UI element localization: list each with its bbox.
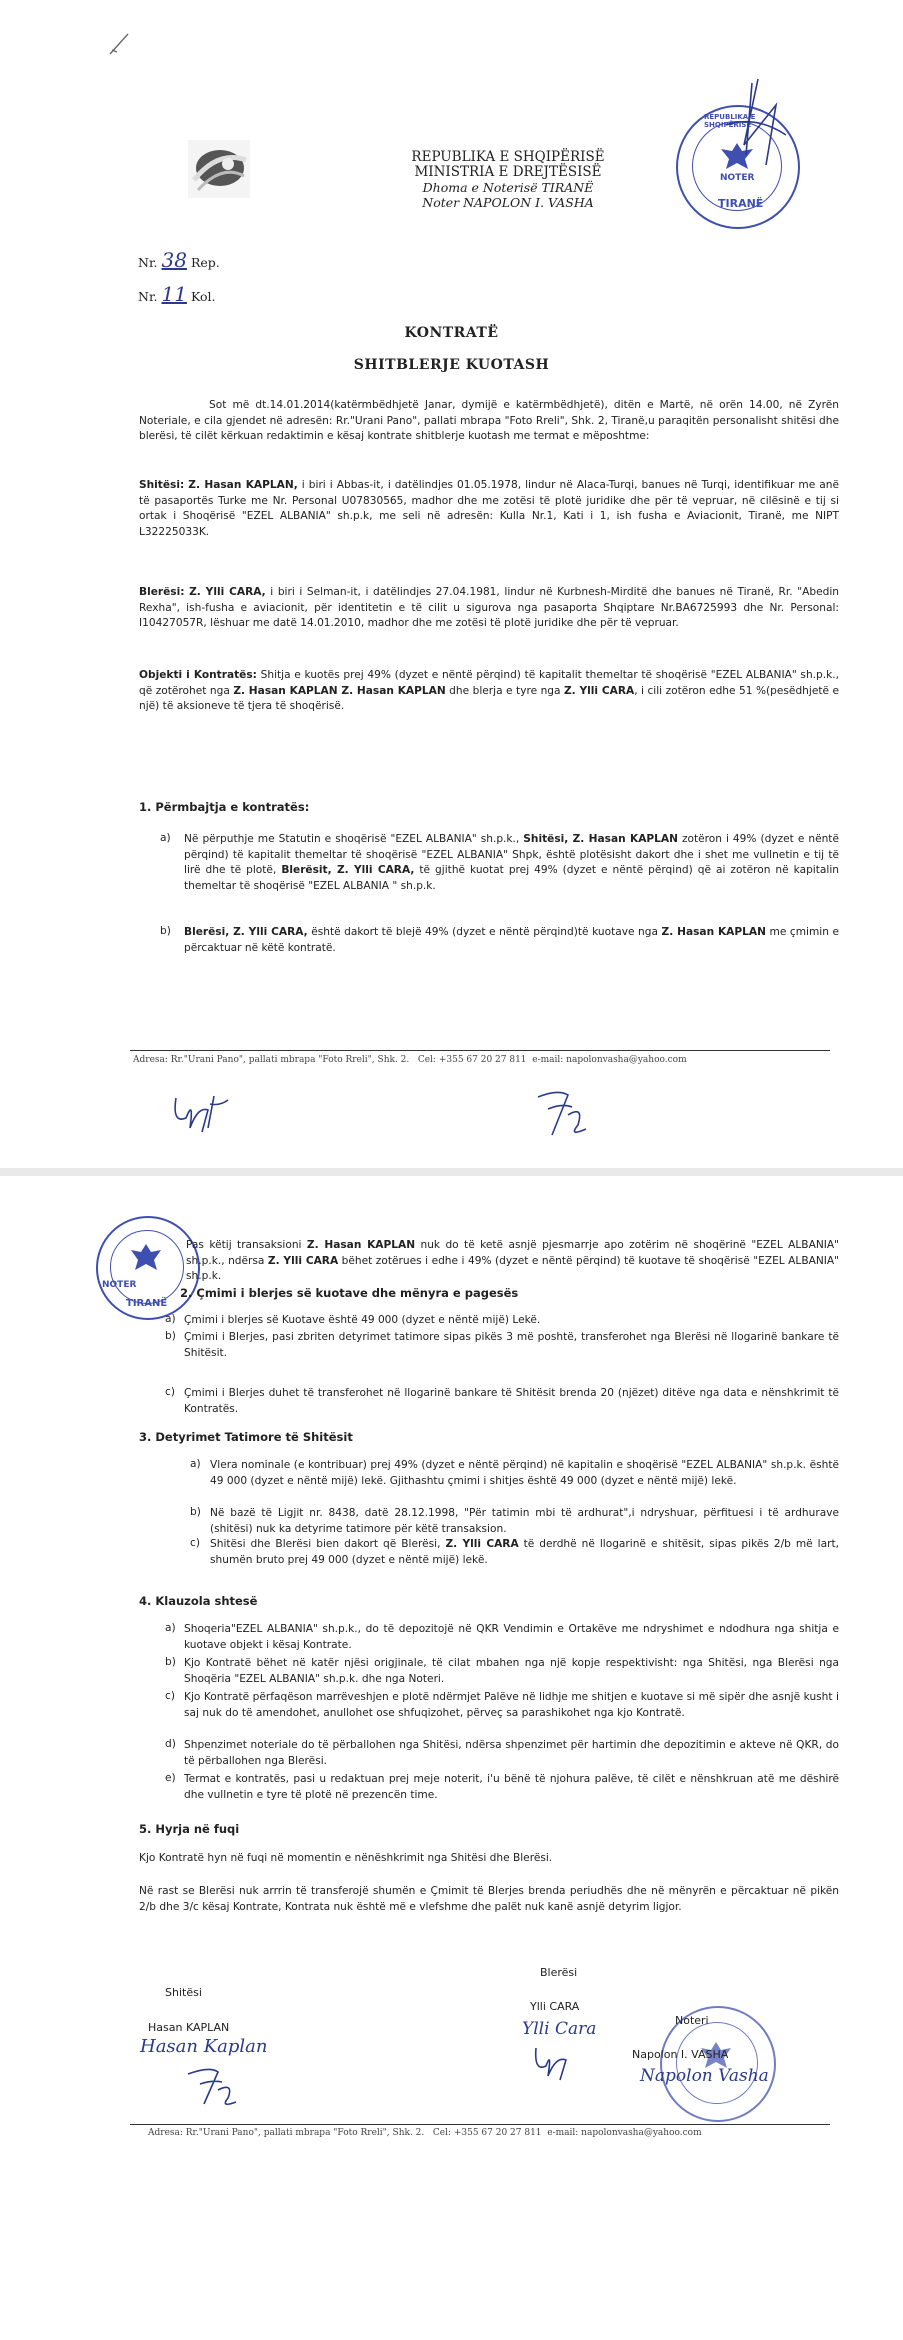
buyer-name: Z. Ylli CARA, <box>189 586 266 598</box>
item-marker: b) <box>165 1656 176 1668</box>
seller-label: Shitësi: <box>139 479 185 491</box>
page-1-footer <box>133 1055 687 1065</box>
s1a-buyer-name: Blerësit, Z. Ylli CARA, <box>281 864 415 876</box>
item-marker: c) <box>165 1386 175 1398</box>
notary-stamp-page-2 <box>96 1216 200 1320</box>
footer-phone: Cel: +355 67 20 27 811 <box>432 2128 542 2138</box>
section-2-item-b: Çmimi i Blerjes, pasi zbriten detyrimet tatimore sipas pikës 3 më poshtë, transferohet nga Blerësi në llogarinë bankare të Shitësit. <box>184 1331 839 1359</box>
notary-header <box>378 150 638 210</box>
stamp-center-text: NOTER <box>102 1280 137 1290</box>
document-page-1 <box>0 0 903 1168</box>
section-3-heading: 3. Detyrimet Tatimore të Shitësit <box>139 1430 353 1444</box>
buyer-paragraph <box>139 585 839 632</box>
header-ministry: MINISTRIA E DREJTËSISË <box>414 164 602 180</box>
section-3-item-a: Vlera nominale (e kontribuar) prej 49% (dyzet e nëntë përqind) në kapitalin e shoqërisë "EZEL ALBANIA" sh.p.k. është 49 000 (dyzet e nëntë mijë) lekë. Gjithashtu çmimi i shitjes është 49 000 (dyzet e nëntë mijë) lekë. <box>210 1459 839 1487</box>
section-1-item-b <box>184 925 839 956</box>
item-marker: c) <box>165 1690 175 1702</box>
section-2-heading: 2. Çmimi i blerjes së kuotave dhe mënyra e pagesës <box>180 1286 519 1300</box>
buyer-printed-name: Ylli CARA <box>530 2000 580 2013</box>
document-page-2 <box>0 1176 903 2340</box>
stamp-center-text: NOTER <box>720 173 755 183</box>
s1a-text-1: Në përputhje me Statutin e shoqërisë "EZEL ALBANIA" sh.p.k., <box>184 833 520 845</box>
p2-text-3: bëhet zotërues i edhe i 49% (dyzet e nëntë përqind) të kuotave të shoqërisë "EZEL ALBANIA" sh.p.k. <box>186 1254 839 1282</box>
document-subtitle: SHITBLERJE KUOTASH <box>353 357 550 373</box>
page-2-intro <box>186 1238 839 1285</box>
seller-initials-signature <box>528 1085 598 1145</box>
intro-paragraph: Sot më dt.14.01.2014(katërmbëdhjetë Janar, dymijë e katërmbëdhjetë), ditën e Martë, në orën 14.00, në Zyrën Noteriale, e cila gjendet në adresën: Rr."Urani Pano", pallati mbrapa "Foto Rreli", Shk. 2, Tiranë,u paraqitën personalisht shitësi dhe blerësi, të cilët kërkuan redaktimin e kësaj kontrate shitblerje kuotash me termat e mëposhtme: <box>139 399 839 442</box>
s3c-text-1: Shitësi dhe Blerësi bien dakort që Blerësi, <box>210 1538 441 1550</box>
rep-number-line <box>138 248 220 272</box>
seller-printed-name: Hasan KAPLAN <box>148 2021 230 2034</box>
object-text-b: dhe blerja e tyre nga <box>449 684 561 697</box>
p2-text-1: Pas këtij transaksioni <box>186 1239 302 1251</box>
footer-email: e-mail: napolonvasha@yahoo.com <box>547 2128 702 2138</box>
section-5-paragraph-1: Kjo Kontratë hyn në fuqi në momentin e nënëshkrimit nga Shitësi dhe Blerësi. <box>139 1852 553 1864</box>
s1a-text-2: zotëron i 49% (dyzet e nëntë përqind) të kapitalit themeltar të shoqërisë "EZEL ALBANIA" Shpk, është plotësisht dakort dhe i shet me vullnetin e tij të lirë dhe të plotë, <box>184 833 839 876</box>
notary-signature-label: Noteri <box>675 2014 709 2027</box>
section-4-heading: 4. Klauzola shtesë <box>139 1594 258 1608</box>
kol-number: 11 <box>161 282 187 306</box>
object-text-a: Shitja e kuotës prej 49% (dyzet e nëntë përqind) të kapitalit themeltar të shoqërisë "EZEL ALBANIA" sh.p.k., që zotërohet nga <box>139 669 839 697</box>
object-paragraph <box>139 668 839 715</box>
seller-handwritten-name: Hasan Kaplan <box>140 2036 268 2057</box>
p2-text-2: nuk do të ketë asnjë pjesmarrje apo zotërim në shoqërinë "EZEL ALBANIA" sh.p.k., ndërsa <box>186 1239 839 1267</box>
s3c-text-2: të derdhë në llogarinë e shitësit, sipas pikës 2/b më lart, shumën bruto prej 49 000 (dyzet e nëntë mijë) lekë. <box>210 1538 839 1566</box>
s1a-seller-name: Shitësi, Z. Hasan KAPLAN <box>523 833 678 845</box>
stamp-signature <box>706 75 806 195</box>
section-3-item-c <box>210 1537 839 1568</box>
footer-phone: Cel: +355 67 20 27 811 <box>417 1055 527 1065</box>
seller-paragraph <box>139 478 839 540</box>
footer-email: e-mail: napolonvasha@yahoo.com <box>532 1055 687 1065</box>
buyer-details: i biri i Selman-it, i datëlindjes 27.04.1981, lindur në Kurbnesh-Mirditë dhe banues në Tiranë, Rr. "Abedin Rexha", ish-fusha e aviacionit, për identitetin e të cilit u sigurova nga pasaporta Shqiptare Nr.BA6725993 dhe Nr. Personal: I10427057R, lëshuar me datë 14.01.2010, madhor dhe me zotësi të plotë juridike dhe për të vepruar. <box>139 586 839 629</box>
p2-seller-name: Z. Hasan KAPLAN <box>306 1239 416 1251</box>
p2-buyer-name: Z. Ylli CARA <box>267 1254 339 1267</box>
notary-handwritten-name: Napolon Vasha <box>640 2066 769 2086</box>
footer-address: Adresa: Rr."Urani Pano", pallati mbrapa "Foto Rreli", Shk. 2. <box>133 1055 410 1065</box>
item-marker: d) <box>165 1738 176 1750</box>
page-2-footer <box>148 2128 702 2138</box>
corner-mark <box>108 30 132 56</box>
item-marker: b) <box>190 1506 201 1518</box>
section-3-item-b: Në bazë të Ligjit nr. 8438, datë 28.12.1998, "Për tatimin mbi të ardhurat",i ndryshuar, përfituesi i të ardhurave (shitësi) nuk ka detyrime tatimore për këtë transaksion. <box>210 1507 839 1535</box>
buyer-handwritten-name: Ylli Cara <box>522 2019 597 2039</box>
footer-rule <box>130 1050 830 1051</box>
item-marker: c) <box>190 1537 200 1549</box>
section-5-paragraph-2: Në rast se Blerësi nuk arrrin të transferojë shumën e Çmimit të Blerjes brenda periudhës dhe në mënyrën e përcaktuar në pikën 2/b dhe 3/c kësaj Kontrate, Kontrata nuk është më e vlefshme dhe palët nuk kanë asnjë detyrim ligjor. <box>139 1885 839 1913</box>
object-buyer-name: Z. Ylli CARA <box>564 684 635 697</box>
section-1-item-a <box>184 832 839 894</box>
s3c-buyer-name: Z. Ylli CARA <box>445 1538 519 1550</box>
seller-signature <box>182 2064 242 2108</box>
object-seller-name: Z. Hasan KAPLAN Z. Hasan KAPLAN <box>233 684 446 697</box>
header-republic: REPUBLIKA E SHQIPËRISË <box>411 149 605 165</box>
stamp-city-text: TIRANË <box>126 1298 168 1309</box>
item-marker: b) <box>160 925 171 937</box>
seller-details: i biri i Abbas-it, i datëlindjes 01.05.1978, lindur në Alaca-Turqi, banues në Turqi, identifikuar me anë të pasaportës Turke me Nr. Personal U07830565, madhor dhe me zotësi të plotë juridike dhe për të vepruar, në cilësinë e tij si ortak i Shoqërisë "EZEL ALBANIA" sh.p.k, me seli në adresën: Kulla Nr.1, Kati i 1, ish fusha e Aviacionit, Tiranë, me NIPT L32225033K. <box>139 479 839 538</box>
section-2-item-c: Çmimi i Blerjes duhet të transferohet në llogarinë bankare të Shitësit brenda 20 (njëzet) ditëve nga data e nënshkrimit të Kontratës. <box>184 1387 839 1415</box>
item-marker: e) <box>165 1772 176 1784</box>
header-chamber: Dhoma e Noterisë TIRANË <box>422 180 594 195</box>
stamp-city-text: TIRANË <box>718 197 764 210</box>
stamp-ring-text: REPUBLIKA E SHQIPËRISË <box>704 113 756 129</box>
section-4-item-a: Shoqeria"EZEL ALBANIA" sh.p.k., do të depozitojë në QKR Vendimin e Ortakëve me ndryshimet e ndodhura nga shitja e kuotave objekt i kësaj Kontrate. <box>184 1623 839 1651</box>
document-title: KONTRATË <box>404 325 499 341</box>
seller-signature-label: Shitësi <box>165 1986 202 1999</box>
s1b-text-2: me çmimin e përcaktuar në këtë kontratë. <box>184 926 840 954</box>
item-marker: b) <box>165 1330 176 1342</box>
item-marker: a) <box>165 1313 176 1325</box>
section-5-heading: 5. Hyrja në fuqi <box>139 1822 240 1836</box>
section-4-item-d: Shpenzimet noteriale do të përballohen nga Shitësi, ndërsa shpenzimet për hartimin dhe depozitimin e akteve në QKR, do të përballohen nga Blerësi. <box>184 1739 839 1767</box>
object-label: Objekti i Kontratës: <box>139 669 257 681</box>
notary-printed-name: Napolon I. VASHA <box>632 2048 729 2061</box>
object-text-c: , i cili zotëron edhe 51 %(pesëdhjetë e një) të aksioneve të tjera të shoqërisë. <box>139 684 840 712</box>
buyer-label: Blerësi: <box>139 586 185 598</box>
buyer-signature <box>530 2042 580 2082</box>
header-notary: Noter NAPOLON I. VASHA <box>422 195 594 210</box>
emblem-image <box>188 140 250 198</box>
rep-label: Rep. <box>190 255 220 270</box>
kol-number-line <box>138 282 215 306</box>
seller-name: Z. Hasan KAPLAN, <box>188 479 298 491</box>
notary-stamp <box>676 105 800 229</box>
rep-number: 38 <box>161 248 187 272</box>
section-2-item-a: Çmimi i blerjes së Kuotave është 49 000 (dyzet e nëntë mijë) Lekë. <box>184 1314 541 1326</box>
footer-address: Adresa: Rr."Urani Pano", pallati mbrapa "Foto Rreli", Shk. 2. <box>148 2128 425 2138</box>
section-4-item-e: Termat e kontratës, pasi u redaktuan prej meje noterit, i'u bënë të njohura palëve, të cilët e nënshkruan atë me dëshirë dhe vullnetin e tyre të plotë në prezencën time. <box>184 1773 839 1801</box>
s1b-buyer-name: Blerësi, Z. Ylli CARA, <box>184 926 308 938</box>
section-4-item-c: Kjo Kontratë përfaqëson marrëveshjen e plotë ndërmjet Palëve në lidhje me shitjen e kuotave si më sipër dhe asnjë kusht i saj nuk do të amendohet, anullohet ose shfuqizohet, përveç sa parashikohet nga kjo Kontratë. <box>184 1691 839 1719</box>
kol-label: Kol. <box>190 289 216 304</box>
s1a-text-3: të gjithë kuotat prej 49% (dyzet e nëntë përqind) që ai zotëron në kapitalin themeltar të shoqërisë "EZEL ALBANIA " sh.p.k. <box>184 864 840 892</box>
footer-rule <box>130 2124 830 2125</box>
s1b-seller-name: Z. Hasan KAPLAN <box>661 926 766 938</box>
section-4-item-b: Kjo Kontratë bëhet në katër njësi origjinale, të cilat mbahen nga një kopje respektivisht: nga Shitësi, nga Blerësi nga Shoqëria "EZEL ALBANIA" sh.p.k. dhe nga Noteri. <box>184 1657 839 1685</box>
section-1-heading: 1. Përmbajtja e kontratës: <box>139 800 310 814</box>
buyer-signature-label: Blerësi <box>540 1966 578 1979</box>
item-marker: a) <box>160 832 171 844</box>
item-marker: a) <box>165 1622 176 1634</box>
item-marker: a) <box>190 1458 201 1470</box>
eagle-icon <box>130 1242 162 1272</box>
buyer-initials-signature <box>168 1088 238 1138</box>
nr-label: Nr. <box>138 255 158 270</box>
nr-label: Nr. <box>138 289 158 304</box>
s1b-text-1: është dakort të blejë 49% (dyzet e nëntë përqind)të kuotave nga <box>311 926 658 938</box>
